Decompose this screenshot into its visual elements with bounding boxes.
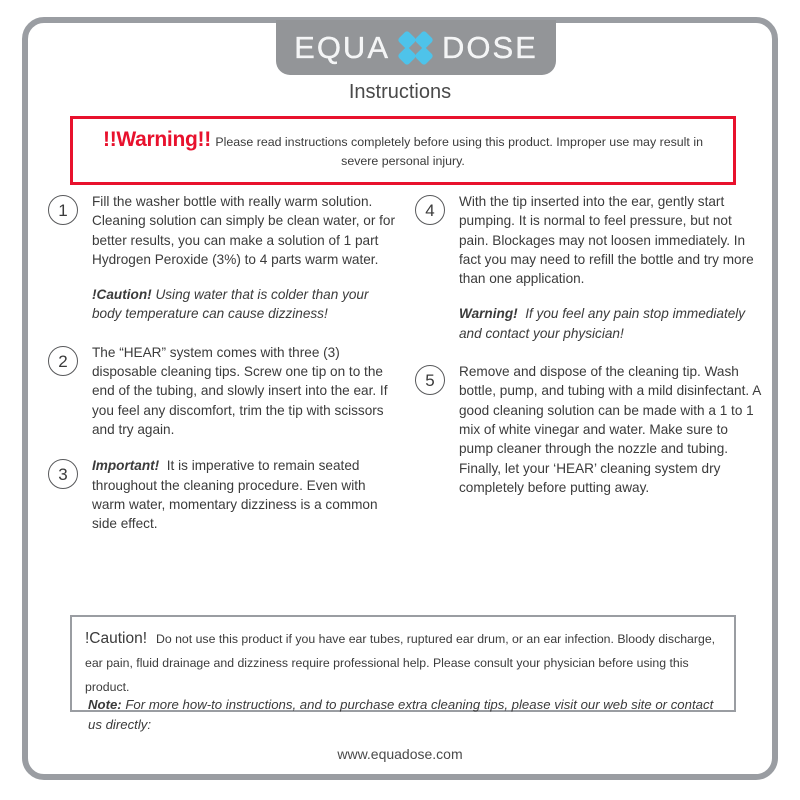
caution-banner-body: Do not use this product if you have ear tubes, ruptured ear drum, or an ear infection. Bloody discharge, ear pain, fluid drainage and dizziness require professional help. Please consult your physician before using this product. <box>85 632 716 694</box>
step-body <box>459 191 764 288</box>
step-number-badge: 1 <box>48 195 78 225</box>
warning-banner-title: !!Warning!! <box>103 128 211 151</box>
step-number-badge: 5 <box>415 365 445 395</box>
step-text: With the tip inserted into the ear, gently start pumping. It is normal to feel pressure, but not pain. Blockages may not loosen immediately. In fact you may need to refill the bottle and try more than one application. <box>459 194 754 287</box>
step-text: The “HEAR” system comes with three (3) disposable cleaning tips. Screw one tip on to the end of the tubing, and slowly insert into the ear. If you feel any discomfort, trim the tip with scissors and try again. <box>92 344 388 437</box>
step-item <box>48 455 397 533</box>
step-text: It is imperative to remain seated throughout the cleaning procedure. Even with warm water, momentary dizziness is a common side effect. <box>92 458 378 532</box>
warning-banner-body: Please read instructions completely before using this product. Improper use may result in severe personal injury. <box>215 135 703 168</box>
step-lead: Important! <box>92 458 160 474</box>
note-text: For more how-to instructions, and to purchase extra cleaning tips, please visit our web site or contact us directly: <box>88 697 714 733</box>
x-diamond-logo-icon <box>399 32 433 64</box>
instruction-card <box>22 17 778 780</box>
step-body <box>92 455 397 533</box>
warning-banner <box>70 116 736 185</box>
caution-banner-title: !Caution! <box>85 630 148 647</box>
page-title: Instructions <box>348 81 452 103</box>
brand-word-dose: DOSE <box>442 30 538 65</box>
step-item <box>415 191 764 288</box>
step-body <box>92 342 397 439</box>
step-item <box>48 342 397 439</box>
step-item <box>415 361 764 497</box>
step-number-badge: 4 <box>415 195 445 225</box>
step-item <box>48 191 397 269</box>
callout-lead: !Caution! <box>92 287 152 303</box>
brand-logo-tab <box>276 20 556 75</box>
callout-caution-left <box>92 285 397 324</box>
callout-warning-right <box>459 304 764 343</box>
note-lead: Note: <box>88 697 122 712</box>
callout-lead: Warning! <box>459 306 518 322</box>
note-section <box>88 695 728 736</box>
callout-text: Using water that is colder than your body temperature can cause dizziness! <box>92 287 369 322</box>
step-text: Fill the washer bottle with really warm solution. Cleaning solution can simply be clean water, or for better results, you can make a solution of 1 part Hydrogen Peroxide (3%) to 4 parts warm water. <box>92 194 395 267</box>
callout-text: If you feel any pain stop immediately and contact your physician! <box>459 306 746 341</box>
step-body <box>459 361 764 497</box>
website-url[interactable]: www.equadose.com <box>337 746 463 762</box>
steps-column-left <box>48 191 397 539</box>
step-text: Remove and dispose of the cleaning tip. Wash bottle, pump, and tubing with a mild disinfectant. A good cleaning solution can be made with a 1 to 1 mix of white vinegar and water. Make sure to pump cleaner through the nozzle and tubing. Finally, let your ‘HEAR’ cleaning system dry completely before putting away. <box>459 364 761 495</box>
brand-word-equa: EQUA <box>294 30 390 65</box>
step-number-badge: 3 <box>48 459 78 489</box>
step-body <box>92 191 397 269</box>
step-number-badge: 2 <box>48 346 78 376</box>
steps-column-right <box>415 191 764 539</box>
steps-columns <box>48 191 764 539</box>
